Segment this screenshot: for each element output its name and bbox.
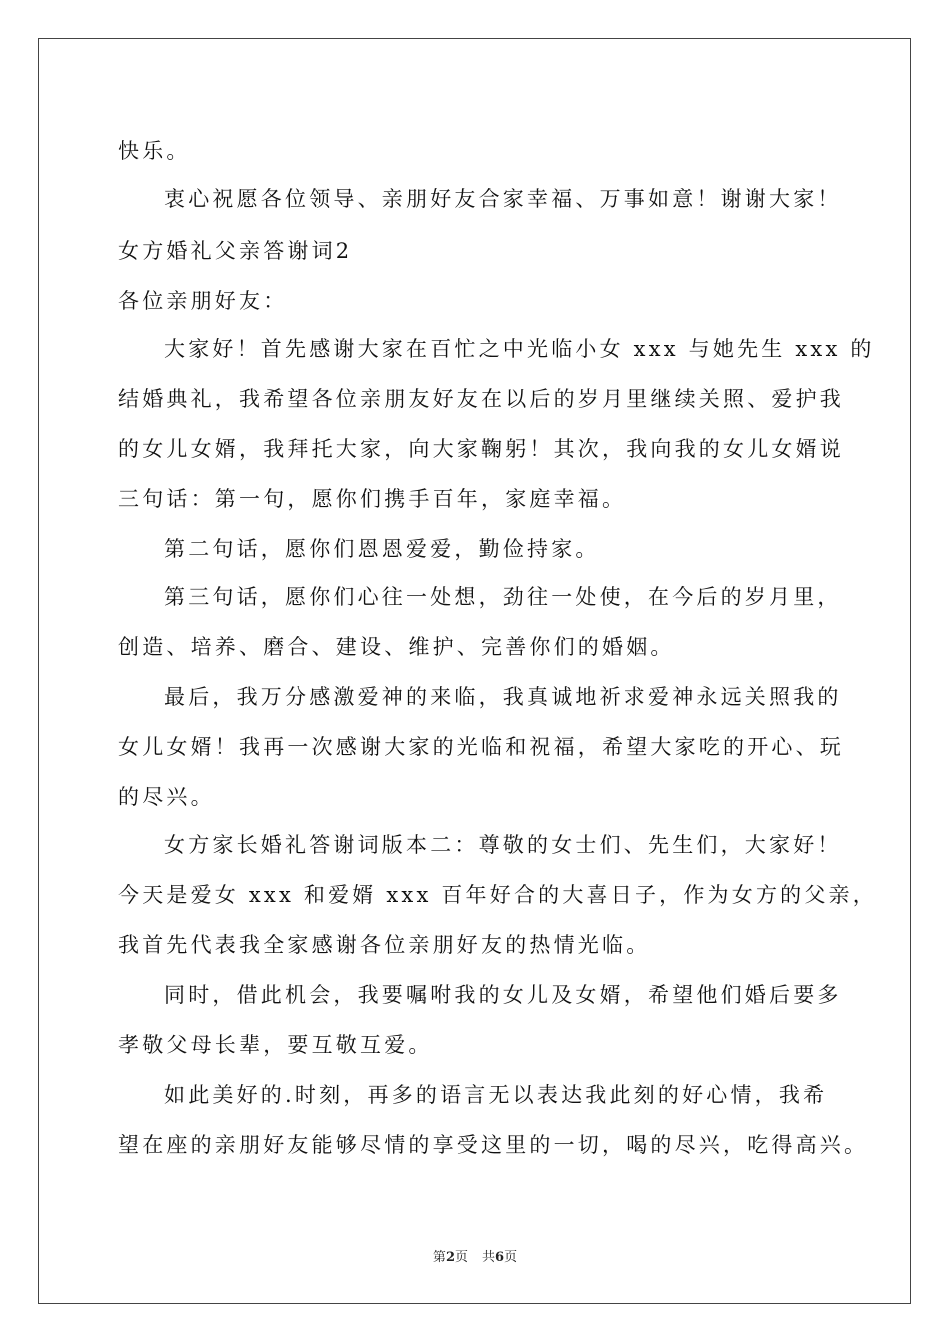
text-line: 如此美好的.时刻，再多的语言无以表达我此刻的好心情，我希 [164,1083,828,1107]
page-footer [0,1246,950,1265]
page-suffix: 页 [454,1250,468,1265]
page-prefix: 第 [432,1250,446,1265]
text-line: 结婚典礼，我希望各位亲朋友好友在以后的岁月里继续关照、爱护我 [118,387,844,411]
text-line: 衷心祝愿各位领导、亲朋好友合家幸福、万事如意！谢谢大家！ [164,187,842,211]
text-line: 三句话：第一句，愿你们携手百年，家庭幸福。 [118,487,627,511]
text-line: 创造、培养、磨合、建设、维护、完善你们的婚姻。 [118,635,675,659]
text-line: 孝敬父母长辈，要互敬互爱。 [118,1033,433,1057]
text-line: 的女儿女婿，我拜托大家，向大家鞠躬！其次，我向我的女儿女婿说 [118,437,844,461]
text-line: 望在座的亲朋好友能够尽情的享受这里的一切，喝的尽兴，吃得高兴。 [118,1133,869,1157]
total-pages: 6 [495,1250,505,1265]
text-line: 今天是爱女 xxx 和爱婿 xxx 百年好合的大喜日子，作为女方的父亲， [118,883,877,907]
salutation: 各位亲朋好友： [118,289,288,313]
total-suffix: 页 [504,1250,518,1265]
text-line: 第三句话，愿你们心往一处想，劲往一处使，在今后的岁月里， [164,585,842,609]
text-line: 最后，我万分感激爱神的来临，我真诚地祈求爱神永远关照我的 [164,685,842,709]
section-title: 女方婚礼父亲答谢词2 [118,239,353,263]
text-line: 快乐。 [118,139,191,163]
total-prefix: 共 [482,1250,496,1265]
text-line: 同时，借此机会，我要嘱咐我的女儿及女婿，希望他们婚后要多 [164,983,842,1007]
text-line: 第二句话，愿你们恩恩爱爱，勤俭持家。 [164,537,600,561]
text-line: 的尽兴。 [118,785,215,809]
text-line: 大家好！首先感谢大家在百忙之中光临小女 xxx 与她先生 xxx 的 [164,337,875,361]
page-number: 2 [445,1250,455,1265]
text-line: 女方家长婚礼答谢词版本二：尊敬的女士们、先生们，大家好！ [164,833,842,857]
text-line: 我首先代表我全家感谢各位亲朋好友的热情光临。 [118,933,651,957]
text-line: 女儿女婿！我再一次感谢大家的光临和祝福，希望大家吃的开心、玩 [118,735,844,759]
page-border [38,38,911,1304]
